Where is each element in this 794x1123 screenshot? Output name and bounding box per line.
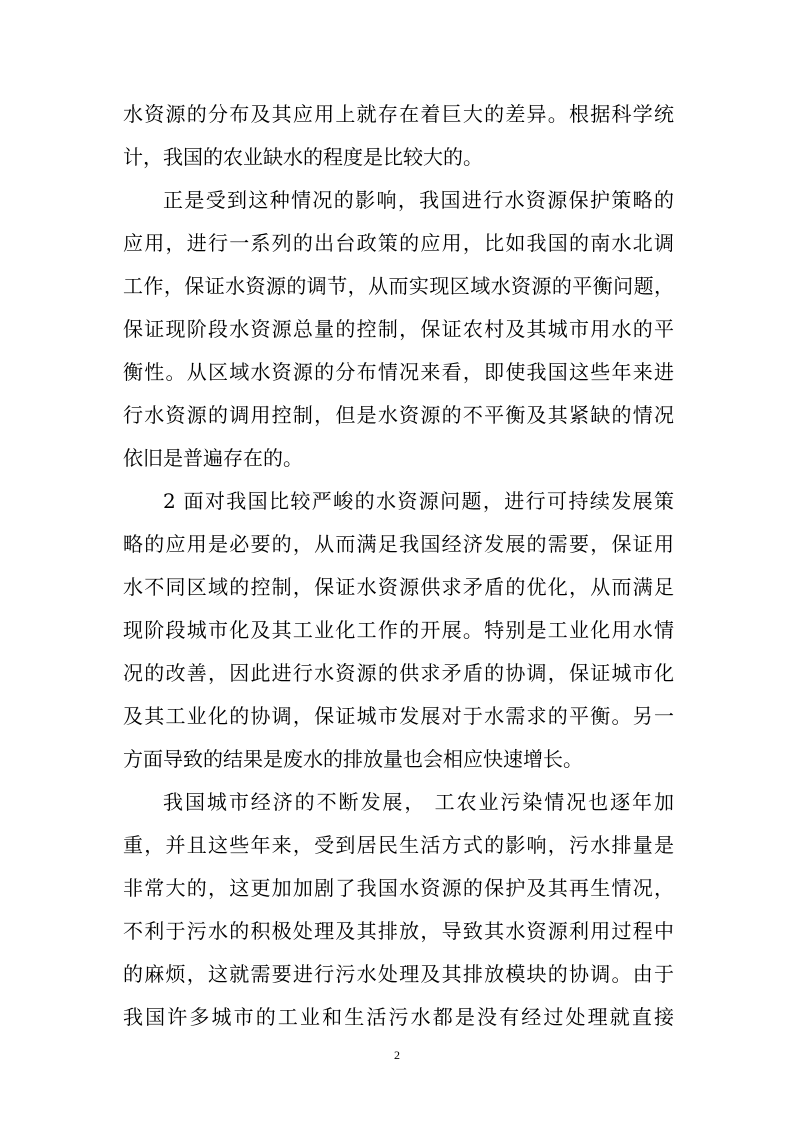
text-line: 工作，保证水资源的调节，从而实现区域水资源的平衡问题， — [123, 274, 674, 298]
text-line: 保证现阶段水资源总量的控制，保证农村及其城市用水的平 — [123, 317, 674, 341]
text-line: 依旧是普遍存在的。 — [123, 446, 303, 470]
text-line: 我国城市经济的不断发展， 工农业污染情况也逐年加 — [163, 790, 674, 814]
text-line: 我国许多城市的工业和生活污水都是没有经过处理就直接 — [123, 1005, 674, 1029]
text-line: 衡性。从区域水资源的分布情况来看，即使我国这些年来进 — [123, 360, 674, 384]
text-line: 不利于污水的积极处理及其排放，导致其水资源利用过程中 — [123, 919, 674, 943]
text-line: 非常大的，这更加加剧了我国水资源的保护及其再生情况， — [123, 876, 674, 900]
text-line: 方面导致的结果是废水的排放量也会相应快速增长。 — [123, 747, 583, 771]
text-line: 水资源的分布及其应用上就存在着巨大的差异。根据科学统 — [123, 102, 674, 126]
text-line: 水不同区域的控制，保证水资源供求矛盾的优化，从而满足 — [123, 575, 674, 599]
text-line: 况的改善，因此进行水资源的供求矛盾的协调，保证城市化 — [123, 661, 674, 685]
text-line: 及其工业化的协调，保证城市发展对于水需求的平衡。另一 — [123, 704, 674, 728]
text-line: 行水资源的调用控制，但是水资源的不平衡及其紧缺的情况 — [123, 403, 674, 427]
text-line: 重，并且这些年来，受到居民生活方式的影响，污水排量是 — [123, 833, 674, 857]
text-line: 计，我国的农业缺水的程度是比较大的。 — [123, 145, 483, 169]
text-line: 应用，进行一系列的出台政策的应用，比如我国的南水北调 — [123, 231, 674, 255]
text-line: 2 面对我国比较严峻的水资源问题，进行可持续发展策 — [163, 489, 674, 513]
text-line: 的麻烦，这就需要进行污水处理及其排放模块的协调。由于 — [123, 962, 674, 986]
text-line: 现阶段城市化及其工业化工作的开展。特别是工业化用水情 — [123, 618, 674, 642]
page-number: 2 — [394, 1048, 400, 1062]
text-line: 正是受到这种情况的影响，我国进行水资源保护策略的 — [163, 188, 674, 212]
text-line: 略的应用是必要的，从而满足我国经济发展的需要，保证用 — [123, 532, 674, 556]
